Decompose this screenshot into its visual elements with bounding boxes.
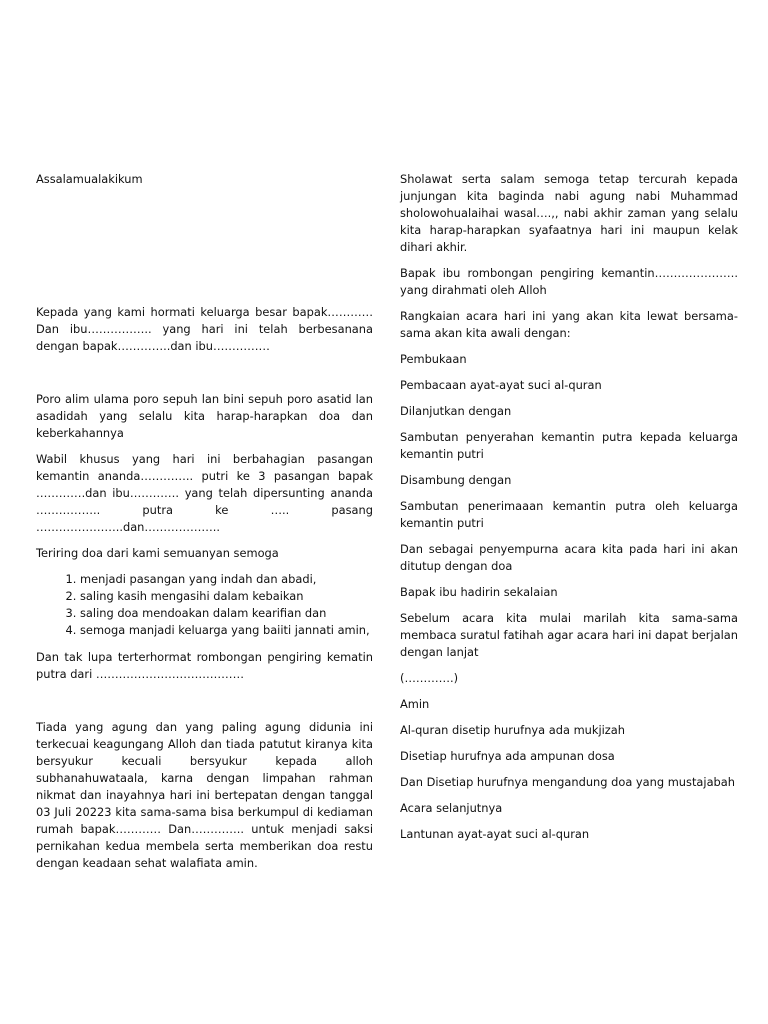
list-item: 4. semoga manjadi keluarga yang baiiti jannati amin, — [80, 622, 373, 639]
left-column — [36, 171, 373, 872]
paragraph-poro-alim: Poro alim ulama poro sepuh lan bini sepuh poro asatid lan asadidah yang selalu kita harap-harapkan doa dan keberkahannya — [36, 392, 373, 440]
paragraph-mustajabah: Dan Disetiap hurufnya mengandung doa yang mustajabah — [400, 775, 735, 789]
paragraph-kepada: Kepada yang kami hormati keluarga besar bapak………… Dan ibu…………….. yang hari ini telah berbesanana dengan bapak…………..dan ibu…………… — [36, 305, 373, 353]
paragraph-hadirin: Bapak ibu hadirin sekalaian — [400, 585, 558, 599]
list-item: 1. menjadi pasangan yang indah dan abadi, — [80, 571, 373, 588]
list-item: 2. saling kasih mengasihi dalam kebaikan — [80, 588, 373, 605]
paragraph-mukjizah: Al-quran disetip hurufnya ada mukjizah — [400, 723, 625, 737]
paragraph-ellipsis: (………….) — [400, 671, 459, 685]
paragraph-fatihah: Sebelum acara kita mulai marilah kita sama-sama membaca suratul fatihah agar acara hari ini dapat berjalan dengan lanjat — [400, 611, 738, 659]
paragraph-ampunan: Disetiap hurufnya ada ampunan dosa — [400, 749, 615, 763]
paragraph-teriring-doa: Teriring doa dari kami semuanyan semoga — [36, 546, 279, 560]
paragraph-bapak-ibu-rombongan: Bapak ibu rombongan pengiring kemantin…………………. yang dirahmati oleh Alloh — [400, 266, 738, 297]
paragraph-wabil-khusus: Wabil khusus yang hari ini berbahagian pasangan kemantin ananda………….. putri ke 3 pasangan bapak ………….dan ibu…………. yang telah dipersunting ananda …………….. putra ke ….. pasang …………………..dan……………….. — [36, 452, 373, 534]
agenda-item: Pembukaan — [400, 352, 467, 366]
paragraph-lantunan: Lantunan ayat-ayat suci al-quran — [400, 827, 590, 841]
greeting-text: Assalamualakikum — [36, 172, 143, 186]
paragraph-acara-selanjutnya: Acara selanjutnya — [400, 801, 503, 815]
agenda-item: Sambutan penerimaaan kemantin putra oleh keluarga kemantin putri — [400, 499, 738, 530]
agenda-item: Disambung dengan — [400, 473, 512, 487]
paragraph-rombongan: Dan tak lupa terterhormat rombongan pengiring kematin putra dari ………………………………… — [36, 650, 373, 681]
agenda-item: Pembacaan ayat-ayat suci al-quran — [400, 378, 602, 392]
agenda-item: Dilanjutkan dengan — [400, 404, 512, 418]
right-column — [400, 171, 738, 852]
agenda-item: Sambutan penyerahan kemantin putra kepada keluarga kemantin putri — [400, 430, 738, 461]
paragraph-amin: Amin — [400, 697, 430, 711]
paragraph-tiada-yang-agung: Tiada yang agung dan yang paling agung didunia ini terkecuai keagungang Alloh dan tiada patutut kiranya kita bersyukur kecuali bersyukur kepada alloh subhanahuwataala, karna dengan limpahan rahman nikmat dan inayahnya hari ini bertepatan dengan tanggal 03 Juli 20223 kita sama-sama bisa berkumpul di kediaman rumah bapak………… Dan………….. untuk menjadi saksi pernikahan kedua membela serta memberikan doa restu dengan keadaan sehat walafiata amin. — [36, 720, 373, 870]
agenda-item: Dan sebagai penyempurna acara kita pada hari ini akan ditutup dengan doa — [400, 542, 738, 573]
list-item: 3. saling doa mendoakan dalam kearifian dan — [80, 605, 373, 622]
paragraph-sholawat: Sholawat serta salam semoga tetap tercurah kepada junjungan kita baginda nabi agung nabi Muhammad sholowohualaihai wasal….,, nabi akhir zaman yang selalu kita harap-harapkan syafaatnya hari ini maupun kelak dihari akhir. — [400, 172, 738, 254]
doa-list — [36, 571, 373, 639]
paragraph-rangkaian-acara: Rangkaian acara hari ini yang akan kita lewat bersama-sama akan kita awali dengan: — [400, 309, 738, 340]
